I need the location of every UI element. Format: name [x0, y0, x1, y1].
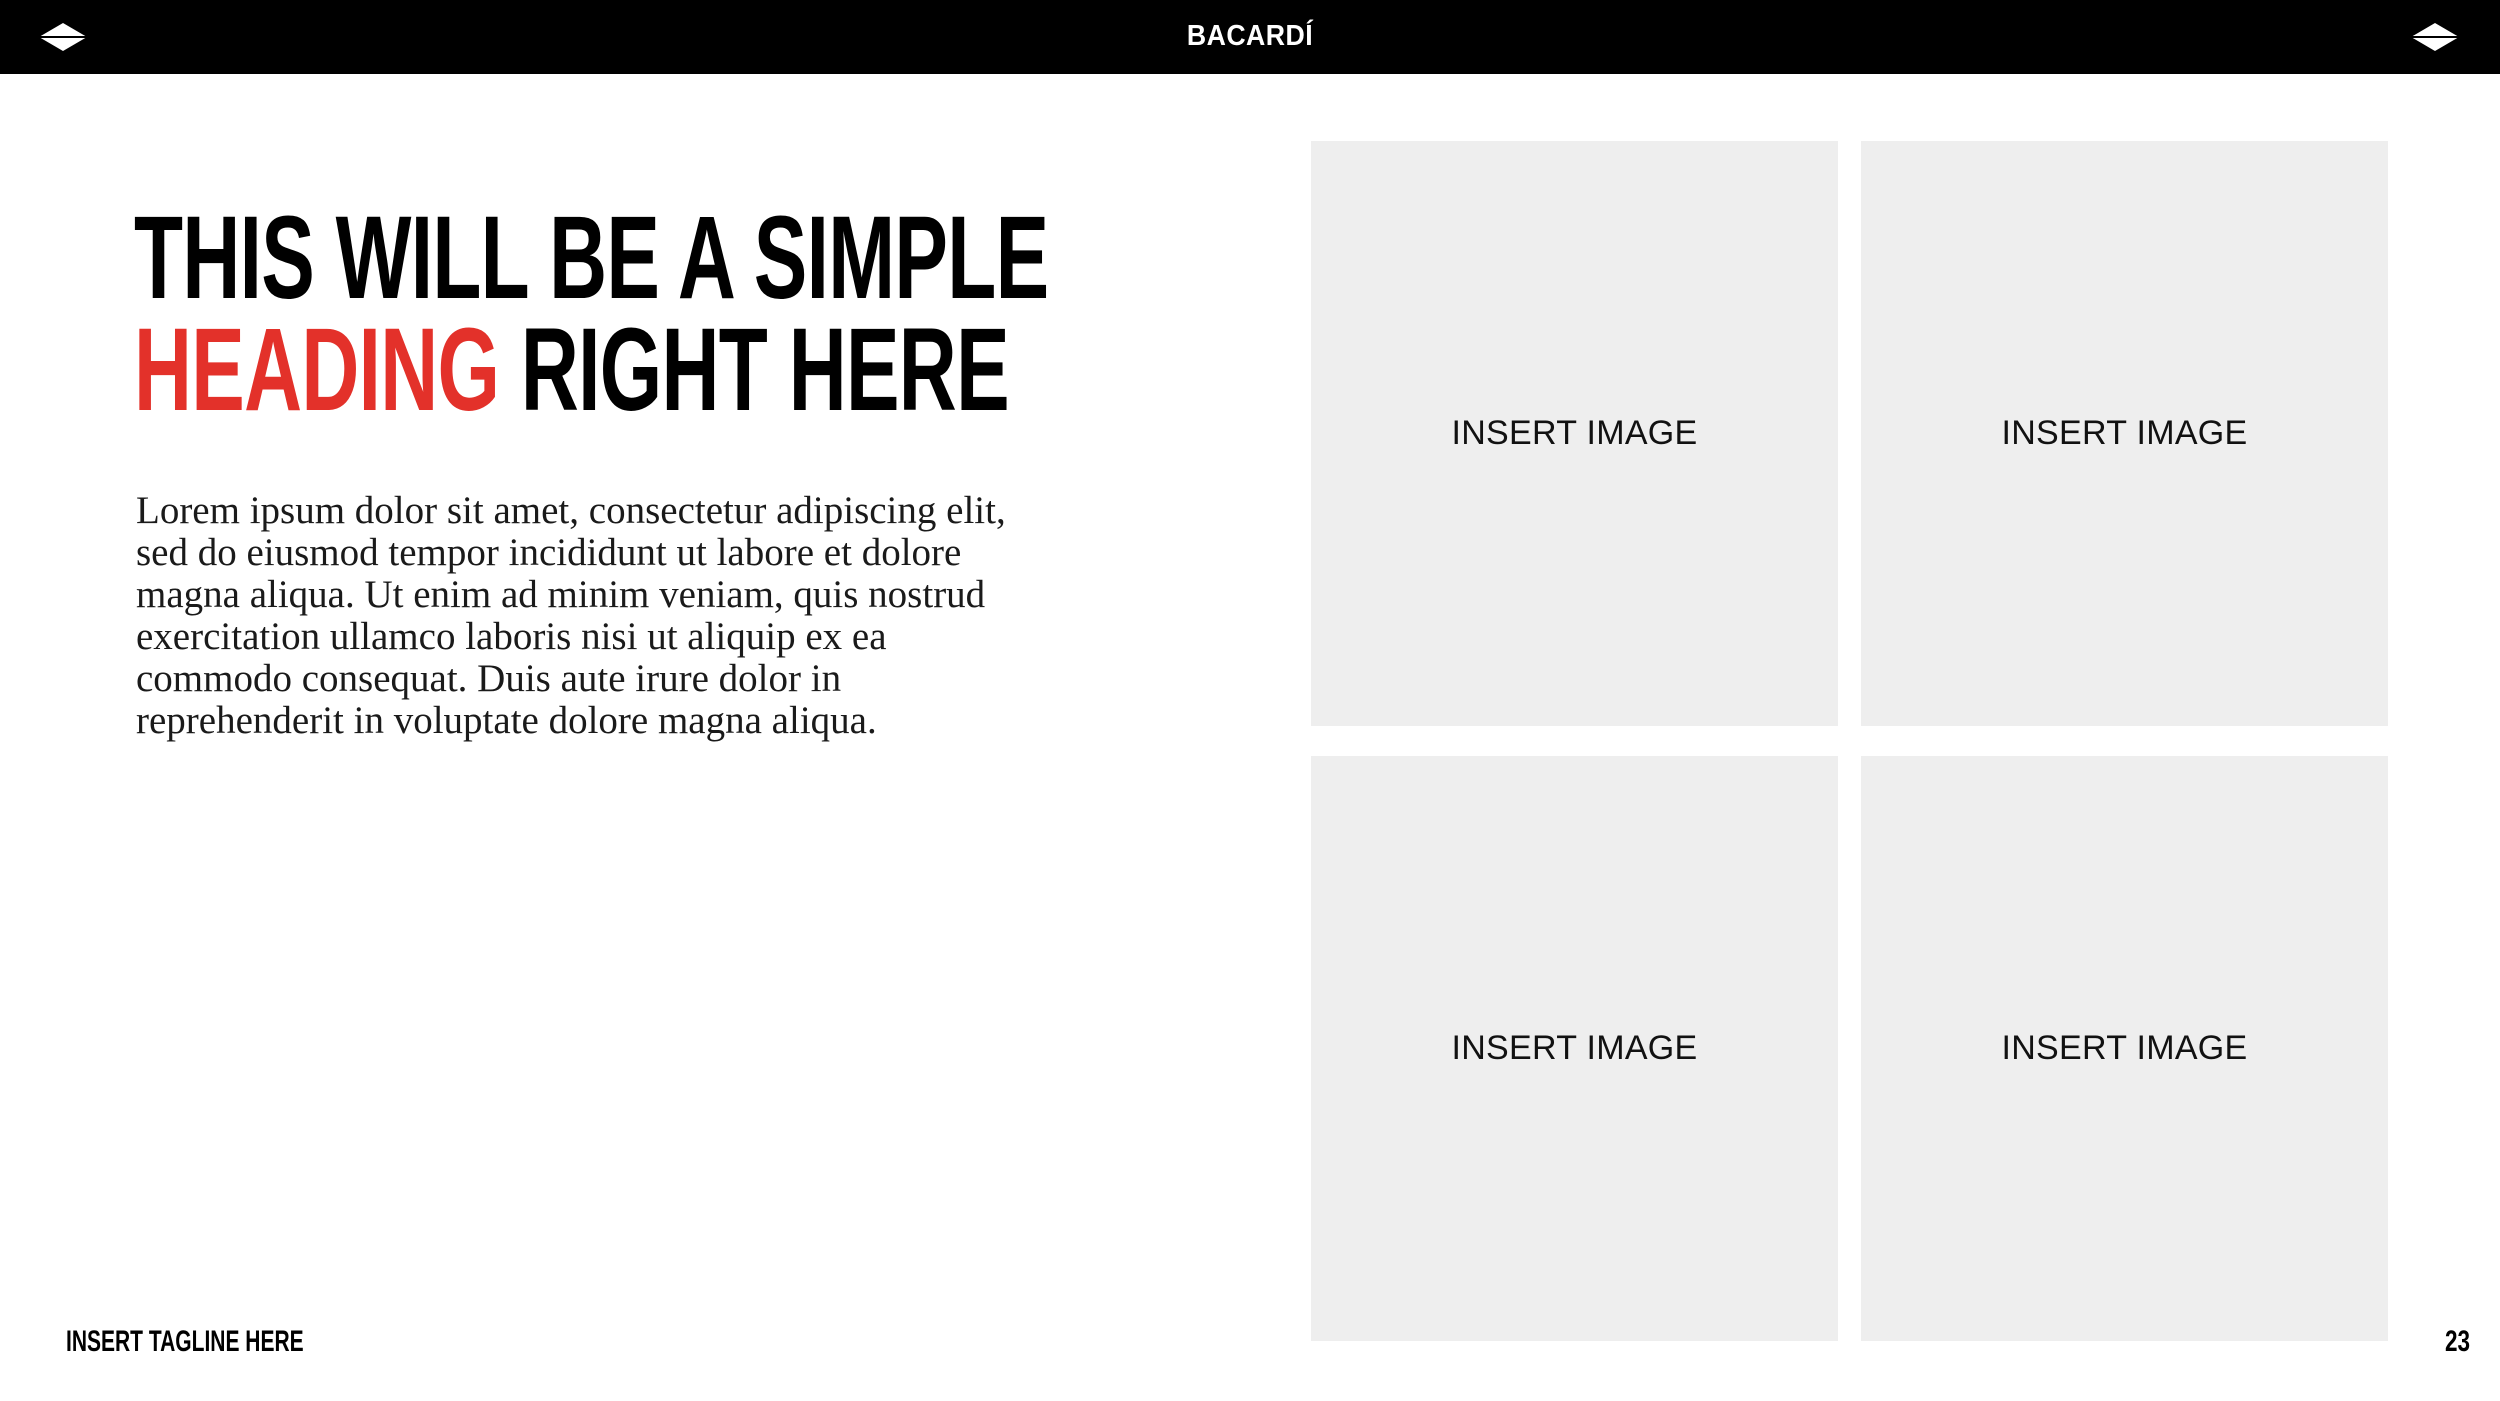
- diamond-icon: [2411, 23, 2459, 51]
- image-placeholder-label: INSERT IMAGE: [1451, 1029, 1698, 1067]
- page-title: [134, 192, 1049, 436]
- image-placeholder-label: INSERT IMAGE: [2001, 414, 2248, 452]
- image-placeholder-1[interactable]: [1311, 141, 1838, 726]
- diamond-icon: [39, 23, 87, 51]
- top-bar: [0, 0, 2500, 74]
- brand-logo: BACARDÍ: [1186, 20, 1314, 52]
- image-placeholder-2[interactable]: [1861, 141, 2388, 726]
- image-placeholder-label: INSERT IMAGE: [1451, 414, 1698, 452]
- body-paragraph: Lorem ipsum dolor sit amet, consectetur adipiscing elit, sed do eiusmod tempor incididunt ut labore et dolore magna aliqua. Ut enim ad minim veniam, quis nostrud exercitation ullamco laboris nisi ut aliquip ex ea commodo consequat. Duis aute irure dolor in reprehenderit in voluptate dolore magna aliqua.: [136, 489, 1006, 742]
- image-placeholder-3[interactable]: [1311, 756, 1838, 1341]
- title-line-1: THIS WILL BE A SIMPLE: [134, 192, 1049, 324]
- image-placeholder-4[interactable]: [1861, 756, 2388, 1341]
- page-number: 23: [2444, 1325, 2470, 1358]
- image-placeholder-label: INSERT IMAGE: [2001, 1029, 2248, 1067]
- title-accent-word: HEADING: [134, 304, 500, 436]
- title-line-2-rest: RIGHT HERE: [520, 304, 1009, 436]
- footer-tagline: INSERT TAGLINE HERE: [66, 1325, 304, 1358]
